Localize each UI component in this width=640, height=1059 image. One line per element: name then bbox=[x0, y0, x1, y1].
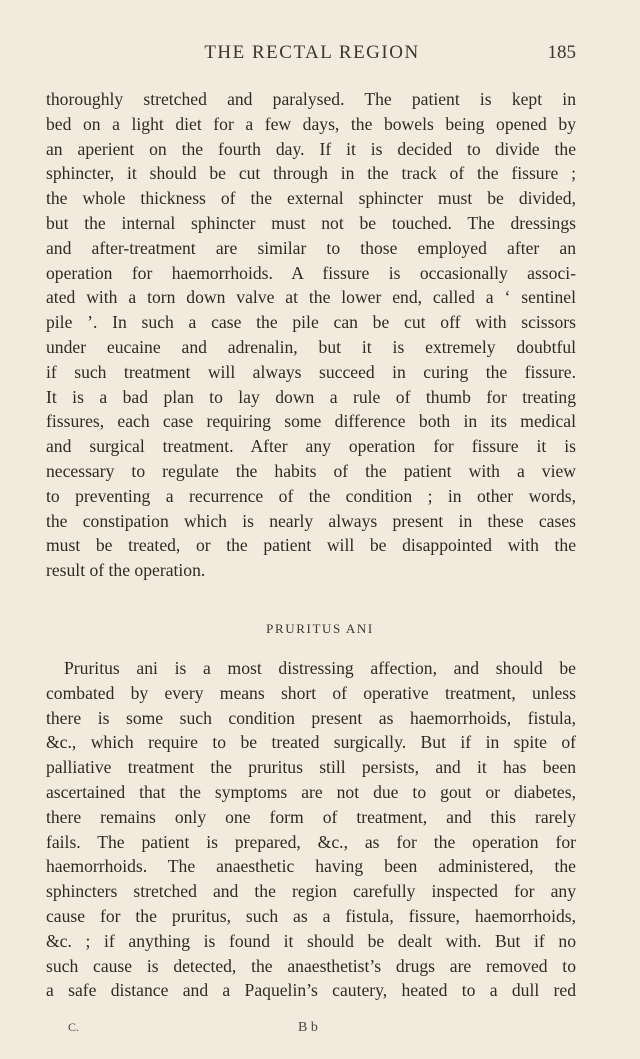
text-line: the whole thickness of the external sphincter must be divided, bbox=[46, 188, 576, 209]
page-number: 185 bbox=[547, 42, 576, 63]
text-line: &c., which require to be treated surgically. But if in spite of bbox=[46, 732, 576, 753]
text-line: a safe distance and a Paquelin’s cautery, heated to a dull red bbox=[46, 980, 576, 1001]
text-line: pile ’. In such a case the pile can be cut off with scissors bbox=[46, 312, 576, 333]
text-line: thoroughly stretched and paralysed. The patient is kept in bbox=[46, 89, 576, 109]
text-line: ated with a torn down valve at the lower end, called a ‘ sentinel bbox=[46, 287, 576, 308]
text-line: fissures, each case requiring some difference both in its medical bbox=[46, 411, 576, 432]
running-title: THE RECTAL REGION bbox=[204, 42, 420, 63]
text-line: bed on a light diet for a few days, the bowels being opened by bbox=[46, 113, 576, 134]
text-line: such cause is detected, the anaesthetist’s drugs are removed to bbox=[46, 955, 576, 976]
text-line: if such treatment will always succeed in curing the fissure. bbox=[46, 361, 576, 382]
text-line: sphincter, it should be cut through in the track of the fissure ; bbox=[46, 163, 576, 184]
paragraph-pruritus-ani bbox=[46, 656, 576, 1003]
text-line: necessary to regulate the habits of the patient with a view bbox=[46, 460, 576, 481]
text-line: an aperient on the fourth day. If it is decided to divide the bbox=[46, 138, 576, 159]
text-line: and surgical treatment. After any operation for fissure it is bbox=[46, 436, 576, 457]
text-line: to preventing a recurrence of the condition ; in other words, bbox=[46, 485, 576, 506]
text-line: &c. ; if anything is found it should be dealt with. But if no bbox=[46, 930, 576, 951]
text-line: the constipation which is nearly always present in these cases bbox=[46, 510, 576, 531]
text-line: palliative treatment the pruritus still persists, and it has been bbox=[46, 757, 576, 778]
text-line: there remains only one form of treatment, and this rarely bbox=[46, 806, 576, 827]
text-line: must be treated, or the patient will be disappointed with the bbox=[46, 535, 576, 556]
signature-mark: B b bbox=[298, 1020, 318, 1035]
text-line: It is a bad plan to lay down a rule of thumb for treating bbox=[46, 386, 576, 407]
page-footer bbox=[0, 1020, 640, 1042]
text-line: under eucaine and adrenalin, but it is extremely doubtful bbox=[46, 336, 576, 357]
text-line: operation for haemorrhoids. A fissure is occasionally associ- bbox=[46, 262, 576, 283]
text-line: Pruritus ani is a most distressing affection, and should be bbox=[64, 658, 576, 678]
section-heading: PRURITUS ANI bbox=[266, 621, 374, 636]
text-line: cause for the pruritus, such as a fistula, fissure, haemorrhoids, bbox=[46, 905, 576, 926]
text-line: and after-treatment are similar to those employed after an bbox=[46, 237, 576, 258]
text-line: result of the operation. bbox=[46, 560, 206, 581]
signature-mark-left: C. bbox=[68, 1020, 80, 1034]
text-line: but the internal sphincter must not be touched. The dressings bbox=[46, 212, 576, 233]
paragraph-fissure-treatment bbox=[46, 87, 576, 583]
text-line: combated by every means short of operative treatment, unless bbox=[46, 682, 576, 703]
text-line: haemorrhoids. The anaesthetic having been administered, the bbox=[46, 856, 576, 877]
text-line: fails. The patient is prepared, &c., as for the operation for bbox=[46, 831, 576, 852]
text-line: sphincters stretched and the region carefully inspected for any bbox=[46, 881, 576, 902]
running-head bbox=[48, 42, 576, 70]
text-line: there is some such condition present as haemorrhoids, fistula, bbox=[46, 707, 576, 728]
text-line: ascertained that the symptoms are not due to gout or diabetes, bbox=[46, 781, 576, 802]
